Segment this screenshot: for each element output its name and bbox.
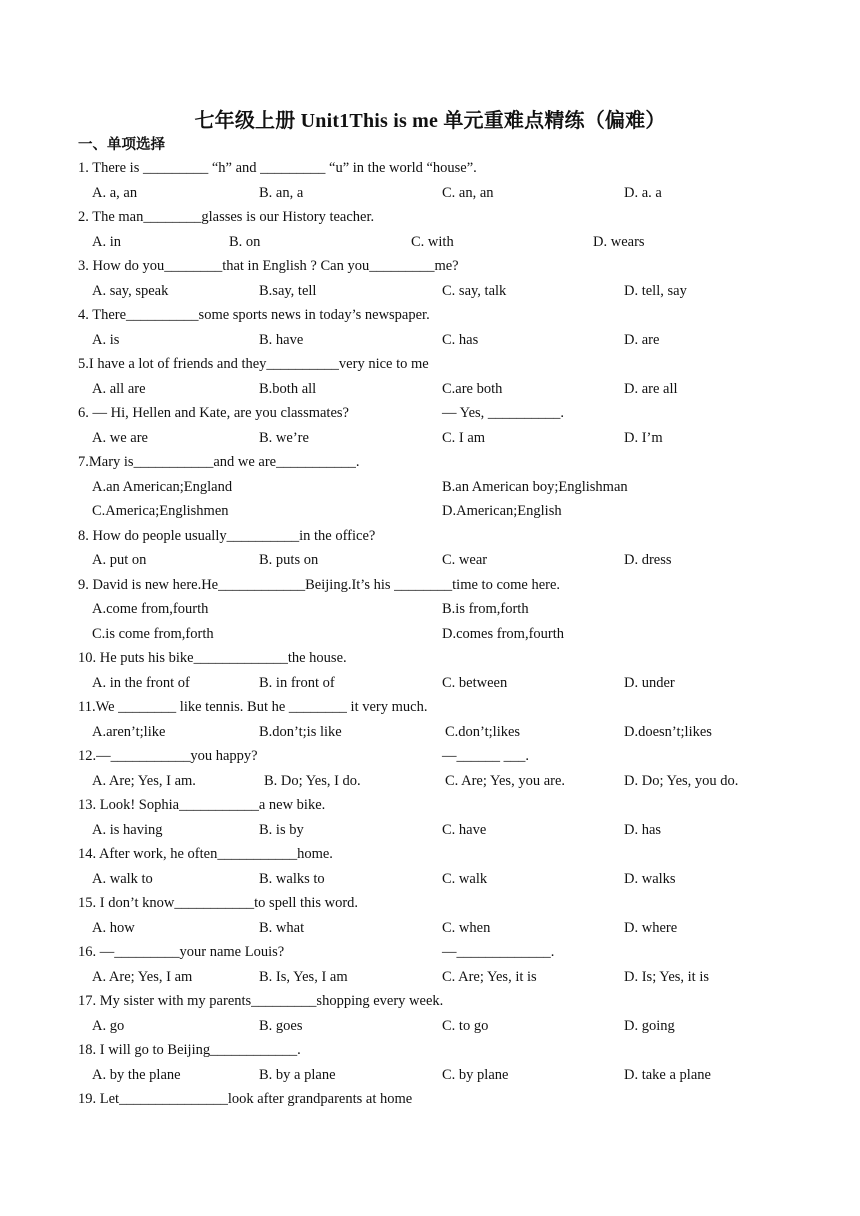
option-d[interactable]: D. are all	[624, 380, 678, 397]
option-d[interactable]: D. under	[624, 674, 675, 691]
option-d[interactable]: D.doesn’t;likes	[624, 723, 712, 740]
option-a[interactable]: A. Are; Yes, I am.	[92, 772, 196, 789]
question-stem: 5.I have a lot of friends and they__________very nice to me	[78, 356, 429, 372]
option-d[interactable]: D. a. a	[624, 184, 662, 201]
options-row	[0, 1015, 860, 1037]
question-14	[0, 843, 860, 865]
option-a[interactable]: A. is	[92, 331, 120, 348]
question-stem: 11.We ________ like tennis. But he ________ it very much.	[78, 699, 428, 715]
section-heading: 一、单项选择	[78, 137, 165, 153]
option-d[interactable]: D. has	[624, 821, 662, 838]
question-stem: 4. There__________some sports news in today’s newspaper.	[78, 307, 430, 323]
option-b[interactable]: B. on	[229, 233, 261, 250]
options-row	[0, 476, 860, 498]
question-stem: 13. Look! Sophia___________a new bike.	[78, 797, 326, 813]
option-b[interactable]: B. by a plane	[259, 1066, 336, 1083]
option-c[interactable]: C. have	[442, 821, 487, 838]
options-row	[0, 549, 860, 571]
question-stem: 8. How do people usually__________in the office?	[78, 527, 376, 544]
question-13	[0, 794, 860, 816]
option-c[interactable]: C.are both	[442, 380, 503, 397]
option-a[interactable]: A. go	[92, 1017, 125, 1034]
option-b[interactable]: B. we’re	[259, 429, 309, 446]
options-row	[0, 500, 860, 522]
option-c[interactable]: C. has	[442, 331, 479, 348]
question-stem: 2. The man________glasses is our History teacher.	[78, 209, 375, 225]
option-a[interactable]: A.aren’t;like	[92, 723, 166, 740]
options-row	[0, 231, 860, 253]
question-5	[0, 353, 860, 375]
option-c[interactable]: C. I am	[442, 429, 486, 446]
option-a[interactable]: A. all are	[92, 380, 146, 397]
question-stem: 10. He puts his bike_____________the house.	[78, 650, 347, 666]
option-a[interactable]: A. walk to	[92, 870, 153, 887]
option-a[interactable]: A.an American;England	[92, 478, 233, 495]
option-a[interactable]: A. put on	[92, 552, 147, 568]
question-response: —_____________.	[442, 944, 555, 960]
option-a[interactable]: A. is having	[92, 821, 163, 838]
question-10	[0, 647, 860, 669]
option-c[interactable]: C.don’t;likes	[445, 723, 521, 740]
option-c[interactable]: C. an, an	[442, 184, 494, 201]
options-row	[0, 427, 860, 449]
question-6	[0, 402, 860, 424]
option-d[interactable]: D. going	[624, 1017, 675, 1034]
question-15	[0, 892, 860, 914]
options-row	[0, 868, 860, 890]
options-row	[0, 721, 860, 743]
option-c[interactable]: C. between	[442, 674, 508, 691]
option-d[interactable]: D.comes from,fourth	[442, 625, 565, 642]
options-row	[0, 623, 860, 645]
option-b[interactable]: B.say, tell	[259, 282, 317, 299]
option-d[interactable]: D. Do; Yes, you do.	[624, 772, 739, 789]
option-c[interactable]: C.America;Englishmen	[92, 503, 229, 519]
option-b[interactable]: B.both all	[259, 380, 317, 397]
question-stem: 1. There is _________ “h” and _________ “u” in the world “house”.	[78, 160, 477, 176]
option-b[interactable]: B. is by	[259, 821, 304, 838]
options-row	[0, 917, 860, 939]
option-b[interactable]: B. an, a	[259, 184, 304, 201]
question-stem: 9. David is new here.He____________Beijing.It’s his ________time to come here.	[78, 576, 561, 593]
question-3	[0, 255, 860, 277]
option-a[interactable]: A. in the front of	[92, 674, 190, 691]
question-stem: 7.Mary is___________and we are___________.	[78, 454, 360, 470]
option-b[interactable]: B. puts on	[259, 552, 319, 568]
options-row	[0, 182, 860, 204]
question-7	[0, 451, 860, 473]
option-a[interactable]: A. we are	[92, 429, 148, 446]
option-d[interactable]: D. tell, say	[624, 282, 687, 299]
option-d[interactable]: D. dress	[624, 552, 672, 568]
option-a[interactable]: A. Are; Yes, I am	[92, 968, 193, 985]
question-stem: 14. After work, he often___________home.	[78, 846, 333, 862]
option-b[interactable]: B. goes	[259, 1017, 303, 1034]
question-9	[0, 574, 860, 596]
options-row	[0, 819, 860, 841]
option-a[interactable]: A. a, an	[92, 184, 138, 201]
option-c[interactable]: C. Are; Yes, you are.	[445, 772, 566, 789]
options-row	[0, 378, 860, 400]
question-stem: 6. — Hi, Hellen and Kate, are you classmates?	[78, 405, 349, 421]
option-c[interactable]: C. by plane	[442, 1066, 509, 1083]
option-c[interactable]: C. walk	[442, 870, 488, 887]
option-a[interactable]: A. how	[92, 919, 135, 936]
option-b[interactable]: B. in front of	[259, 674, 335, 691]
option-c[interactable]: C. to go	[442, 1017, 489, 1034]
question-8	[0, 525, 860, 547]
option-d[interactable]: D. walks	[624, 870, 676, 887]
question-4	[0, 304, 860, 326]
option-d[interactable]: D. Is; Yes, it is	[624, 968, 710, 985]
options-row	[0, 770, 860, 792]
options-row	[0, 329, 860, 351]
question-12	[0, 745, 860, 767]
option-b[interactable]: B. Do; Yes, I do.	[264, 772, 361, 789]
option-d[interactable]: D. I’m	[624, 429, 663, 446]
question-stem: 16. —_________your name Louis?	[78, 944, 285, 960]
options-row	[0, 966, 860, 988]
option-c[interactable]: C. say, talk	[442, 282, 507, 299]
option-b[interactable]: B. have	[259, 331, 304, 348]
option-b[interactable]: B. Is, Yes, I am	[259, 968, 348, 985]
question-stem: 15. I don’t know___________to spell this word.	[78, 895, 359, 911]
option-a[interactable]: A. in	[92, 233, 121, 250]
option-a[interactable]: A. say, speak	[92, 282, 169, 299]
question-stem: 19. Let_______________look after grandparents at home	[78, 1091, 413, 1107]
option-c[interactable]: C.is come from,forth	[92, 625, 214, 642]
option-b[interactable]: B.an American boy;Englishman	[442, 478, 628, 495]
option-d[interactable]: D. where	[624, 919, 678, 936]
options-row	[0, 1064, 860, 1086]
page-title: 七年级上册 Unit1This is me 单元重难点精练（偏难）	[194, 110, 666, 132]
option-b[interactable]: B.is from,forth	[442, 601, 529, 617]
options-row	[0, 280, 860, 302]
question-stem: 12.—___________you happy?	[78, 748, 258, 764]
option-c[interactable]: C. when	[442, 919, 491, 936]
option-c[interactable]: C. wear	[442, 552, 488, 568]
option-a[interactable]: A.come from,fourth	[92, 601, 209, 617]
option-b[interactable]: B.don’t;is like	[259, 723, 342, 740]
options-row	[0, 672, 860, 694]
question-16	[0, 941, 860, 963]
options-row	[0, 598, 860, 620]
option-a[interactable]: A. by the plane	[92, 1066, 181, 1083]
question-1	[0, 157, 860, 179]
option-d[interactable]: D. take a plane	[624, 1066, 711, 1083]
question-17	[0, 990, 860, 1012]
question-18	[0, 1039, 860, 1061]
option-c[interactable]: C. Are; Yes, it is	[442, 968, 537, 985]
option-b[interactable]: B. what	[259, 919, 305, 936]
question-19	[0, 1088, 860, 1110]
question-11	[0, 696, 860, 718]
question-response: —______ ___.	[442, 748, 529, 764]
option-d[interactable]: D.American;English	[442, 503, 562, 519]
question-2	[0, 206, 860, 228]
option-c[interactable]: C. with	[411, 233, 454, 250]
option-d[interactable]: D. wears	[593, 233, 645, 250]
question-stem: 3. How do you________that in English ? Can you_________me?	[78, 258, 459, 274]
question-response: — Yes, __________.	[442, 405, 565, 421]
question-stem: 18. I will go to Beijing____________.	[78, 1042, 301, 1058]
question-stem: 17. My sister with my parents_________shopping every week.	[78, 993, 444, 1009]
option-d[interactable]: D. are	[624, 331, 660, 348]
option-b[interactable]: B. walks to	[259, 870, 325, 887]
